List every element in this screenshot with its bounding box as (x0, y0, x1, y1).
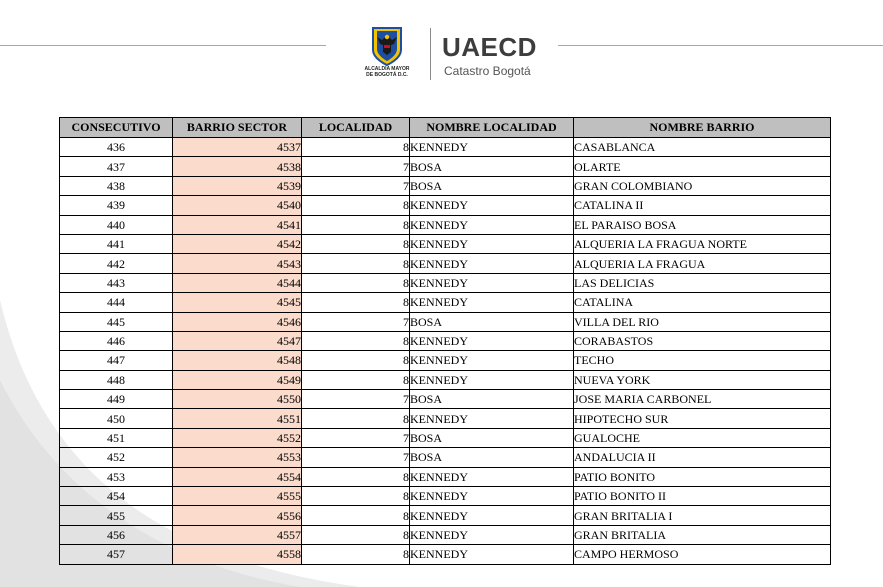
cell-nombre-barrio: EL PARAISO BOSA (574, 215, 831, 234)
cell-nombre-localidad: KENNEDY (410, 506, 574, 525)
table-row (60, 157, 831, 176)
cell-consecutivo: 449 (60, 390, 173, 409)
cell-consecutivo: 439 (60, 196, 173, 215)
cell-nombre-localidad: KENNEDY (410, 293, 574, 312)
cell-localidad: 7 (302, 176, 410, 195)
cell-nombre-localidad: BOSA (410, 428, 574, 447)
table-row (60, 467, 831, 486)
col-header-nombre-localidad: NOMBRE LOCALIDAD (410, 118, 574, 138)
cell-consecutivo: 446 (60, 331, 173, 350)
table-row (60, 351, 831, 370)
cell-consecutivo: 452 (60, 448, 173, 467)
cell-nombre-barrio: TECHO (574, 351, 831, 370)
cell-nombre-localidad: KENNEDY (410, 331, 574, 350)
cell-localidad: 8 (302, 273, 410, 292)
cell-barrio-sector: 4541 (173, 215, 302, 234)
cell-nombre-barrio: JOSE MARIA CARBONEL (574, 390, 831, 409)
table-row (60, 428, 831, 447)
table-row (60, 525, 831, 544)
cell-localidad: 8 (302, 138, 410, 157)
header-rule-left (0, 45, 326, 46)
cell-localidad: 8 (302, 331, 410, 350)
cell-nombre-localidad: KENNEDY (410, 545, 574, 564)
cell-consecutivo: 442 (60, 254, 173, 273)
cell-consecutivo: 436 (60, 138, 173, 157)
cell-nombre-barrio: PATIO BONITO II (574, 487, 831, 506)
cell-nombre-localidad: BOSA (410, 312, 574, 331)
cell-barrio-sector: 4545 (173, 293, 302, 312)
cell-localidad: 8 (302, 351, 410, 370)
cell-nombre-localidad: KENNEDY (410, 273, 574, 292)
cell-nombre-barrio: ANDALUCIA II (574, 448, 831, 467)
cell-nombre-barrio: ALQUERIA LA FRAGUA NORTE (574, 234, 831, 253)
cell-barrio-sector: 4546 (173, 312, 302, 331)
cell-consecutivo: 441 (60, 234, 173, 253)
cell-consecutivo: 445 (60, 312, 173, 331)
brand-subtitle: Catastro Bogotá (444, 64, 531, 78)
cell-barrio-sector: 4553 (173, 448, 302, 467)
cell-nombre-barrio: LAS DELICIAS (574, 273, 831, 292)
cell-consecutivo: 447 (60, 351, 173, 370)
cell-localidad: 7 (302, 448, 410, 467)
cell-barrio-sector: 4539 (173, 176, 302, 195)
cell-nombre-barrio: CORABASTOS (574, 331, 831, 350)
cell-localidad: 8 (302, 506, 410, 525)
cell-nombre-barrio: NUEVA YORK (574, 370, 831, 389)
cell-barrio-sector: 4543 (173, 254, 302, 273)
cell-nombre-localidad: KENNEDY (410, 467, 574, 486)
cell-nombre-barrio: OLARTE (574, 157, 831, 176)
table-row (60, 138, 831, 157)
cell-consecutivo: 448 (60, 370, 173, 389)
cell-consecutivo: 450 (60, 409, 173, 428)
cell-localidad: 8 (302, 234, 410, 253)
table-row (60, 448, 831, 467)
cell-localidad: 8 (302, 487, 410, 506)
cell-localidad: 7 (302, 390, 410, 409)
cell-barrio-sector: 4537 (173, 138, 302, 157)
cell-localidad: 7 (302, 157, 410, 176)
cell-consecutivo: 438 (60, 176, 173, 195)
cell-localidad: 8 (302, 254, 410, 273)
table-row (60, 234, 831, 253)
bogota-crest-icon (370, 26, 404, 66)
crest-caption: ALCALDÍA MAYOR DE BOGOTÁ D.C. (364, 66, 410, 78)
cell-nombre-localidad: KENNEDY (410, 525, 574, 544)
cell-barrio-sector: 4548 (173, 351, 302, 370)
table-row (60, 545, 831, 564)
table-row (60, 487, 831, 506)
cell-localidad: 8 (302, 370, 410, 389)
table-row (60, 331, 831, 350)
cell-barrio-sector: 4540 (173, 196, 302, 215)
cell-consecutivo: 444 (60, 293, 173, 312)
table-row (60, 215, 831, 234)
cell-consecutivo: 443 (60, 273, 173, 292)
cell-barrio-sector: 4550 (173, 390, 302, 409)
cell-consecutivo: 456 (60, 525, 173, 544)
cell-nombre-localidad: KENNEDY (410, 370, 574, 389)
col-header-nombre-barrio: NOMBRE BARRIO (574, 118, 831, 138)
cell-consecutivo: 451 (60, 428, 173, 447)
header-logo (356, 24, 556, 88)
cell-nombre-localidad: KENNEDY (410, 351, 574, 370)
brand-name: UAECD (442, 32, 537, 62)
cell-barrio-sector: 4551 (173, 409, 302, 428)
col-header-barrio-sector: BARRIO SECTOR (173, 118, 302, 138)
cell-barrio-sector: 4538 (173, 157, 302, 176)
cell-localidad: 7 (302, 312, 410, 331)
cell-nombre-barrio: CATALINA (574, 293, 831, 312)
cell-barrio-sector: 4552 (173, 428, 302, 447)
cell-barrio-sector: 4557 (173, 525, 302, 544)
cell-consecutivo: 454 (60, 487, 173, 506)
cell-consecutivo: 437 (60, 157, 173, 176)
table-row (60, 409, 831, 428)
cell-nombre-localidad: BOSA (410, 390, 574, 409)
cell-nombre-localidad: KENNEDY (410, 138, 574, 157)
cell-nombre-localidad: KENNEDY (410, 254, 574, 273)
cell-localidad: 8 (302, 525, 410, 544)
cell-nombre-localidad: KENNEDY (410, 215, 574, 234)
cell-consecutivo: 453 (60, 467, 173, 486)
cell-nombre-localidad: KENNEDY (410, 409, 574, 428)
cell-nombre-localidad: KENNEDY (410, 487, 574, 506)
header-rule-right (558, 45, 883, 46)
table-row (60, 196, 831, 215)
table-row (60, 273, 831, 292)
barrios-table (59, 117, 831, 565)
cell-barrio-sector: 4544 (173, 273, 302, 292)
cell-localidad: 8 (302, 545, 410, 564)
cell-consecutivo: 457 (60, 545, 173, 564)
table-row (60, 390, 831, 409)
logo-divider (430, 28, 431, 80)
cell-nombre-barrio: GRAN BRITALIA I (574, 506, 831, 525)
table-body (60, 138, 831, 565)
cell-localidad: 8 (302, 467, 410, 486)
cell-barrio-sector: 4555 (173, 487, 302, 506)
table-row (60, 312, 831, 331)
cell-nombre-barrio: PATIO BONITO (574, 467, 831, 486)
cell-nombre-barrio: GUALOCHE (574, 428, 831, 447)
cell-nombre-barrio: CAMPO HERMOSO (574, 545, 831, 564)
table-row (60, 293, 831, 312)
cell-nombre-barrio: CASABLANCA (574, 138, 831, 157)
cell-nombre-barrio: GRAN BRITALIA (574, 525, 831, 544)
table-row (60, 370, 831, 389)
cell-barrio-sector: 4549 (173, 370, 302, 389)
cell-barrio-sector: 4554 (173, 467, 302, 486)
cell-barrio-sector: 4542 (173, 234, 302, 253)
cell-consecutivo: 440 (60, 215, 173, 234)
col-header-localidad: LOCALIDAD (302, 118, 410, 138)
table-row (60, 254, 831, 273)
cell-nombre-localidad: BOSA (410, 448, 574, 467)
col-header-consecutivo: CONSECUTIVO (60, 118, 173, 138)
cell-nombre-barrio: VILLA DEL RIO (574, 312, 831, 331)
cell-localidad: 7 (302, 428, 410, 447)
cell-nombre-barrio: GRAN COLOMBIANO (574, 176, 831, 195)
cell-barrio-sector: 4558 (173, 545, 302, 564)
table-header-row (60, 118, 831, 138)
cell-localidad: 8 (302, 215, 410, 234)
cell-nombre-localidad: BOSA (410, 176, 574, 195)
cell-nombre-localidad: KENNEDY (410, 234, 574, 253)
cell-nombre-barrio: HIPOTECHO SUR (574, 409, 831, 428)
table-row (60, 176, 831, 195)
cell-nombre-localidad: BOSA (410, 157, 574, 176)
cell-nombre-barrio: ALQUERIA LA FRAGUA (574, 254, 831, 273)
cell-nombre-localidad: KENNEDY (410, 196, 574, 215)
cell-nombre-barrio: CATALINA II (574, 196, 831, 215)
table-row (60, 506, 831, 525)
cell-localidad: 8 (302, 196, 410, 215)
cell-barrio-sector: 4547 (173, 331, 302, 350)
cell-localidad: 8 (302, 293, 410, 312)
cell-consecutivo: 455 (60, 506, 173, 525)
cell-localidad: 8 (302, 409, 410, 428)
cell-barrio-sector: 4556 (173, 506, 302, 525)
